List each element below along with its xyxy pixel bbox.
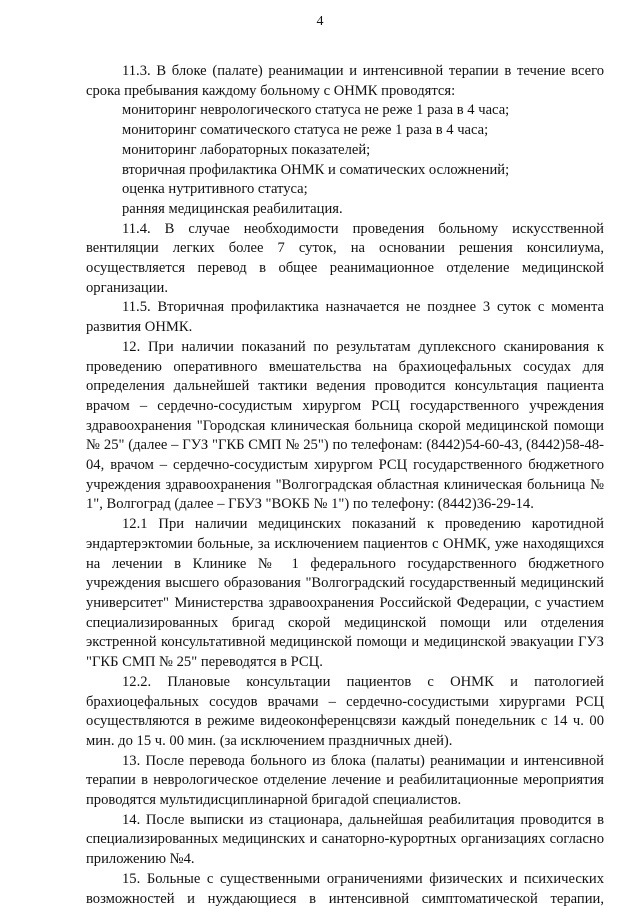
paragraph-12: 12. При наличии показаний по результатам дуплексного сканирования к проведению оперативного вмешательства на брахиоцефальных сосудах для определения дальнейшей тактики ведения проводится консультация пациента врачом – сердечно-сосудистым хирургом РСЦ государственного учреждения здравоохранения "Городская клиническая больница скорой медицинской помощи № 25" (далее – ГУЗ "ГКБ СМП № 25") по телефонам: (8442)54-60-43, (8442)58-48-04, врачом – сердечно-сосудистым хирургом РСЦ государственного бюджетного учреждения здравоохранения "Волгоградская областная клиническая больница № 1", Волгоград (далее – ГБУЗ "ВОКБ № 1") по телефону: (8442)36-29-14. bbox=[86, 338, 604, 513]
list-item-rehabilitation: ранняя медицинская реабилитация. bbox=[122, 200, 343, 217]
list-item-secondary-prevention: вторичная профилактика ОНМК и соматических осложнений; bbox=[122, 161, 510, 178]
list-item-lab-monitoring: мониторинг лабораторных показателей; bbox=[122, 141, 371, 158]
paragraph-14: 14. После выписки из стационара, дальнейшая реабилитация проводится в специализированных медицинских и санаторно-курортных организациях согласно приложению №4. bbox=[86, 811, 604, 868]
list-item-somatic-monitoring: мониторинг соматического статуса не реже 1 раза в 4 часа; bbox=[122, 122, 489, 139]
paragraph-13: 13. После перевода больного из блока (палаты) реанимации и интенсивной терапии в неврологическое отделение лечение и реабилитационные мероприятия проводятся мультидисциплинарной бригадой специалистов. bbox=[86, 752, 604, 809]
document-body bbox=[86, 62, 604, 909]
list-item-nutrition: оценка нутритивного статуса; bbox=[122, 181, 308, 198]
paragraph-11-4: 11.4. В случае необходимости проведения больному искусственной вентиляции легких более 7 суток, на основании решения консилиума, осуществляется перевод в общее реанимационное отделение медицинской организации. bbox=[86, 220, 604, 296]
paragraph-11-5: 11.5. Вторичная профилактика назначается не позднее 3 суток с момента развития ОНМК. bbox=[86, 299, 604, 336]
paragraph-15: 15. Больные с существенными ограничениями физических и психических возможностей и нуждающиеся в интенсивной симптоматической терапии, bbox=[86, 870, 604, 907]
paragraph-12-2: 12.2. Плановые консультации пациентов с ОНМК и патологией брахиоцефальных сосудов врачами – сердечно-сосудистыми хирургами РСЦ осуществляются в режиме видеоконференцсвязи каждый понедельник с 14 ч. 00 мин. до 15 ч. 00 мин. (за исключением праздничных дней). bbox=[86, 673, 604, 749]
list-item-neuro-monitoring: мониторинг неврологического статуса не реже 1 раза в 4 часа; bbox=[122, 102, 510, 119]
paragraph-11-3: 11.3. В блоке (палате) реанимации и интенсивной терапии в течение всего срока пребывания каждому больному с ОНМК проводятся: bbox=[86, 63, 604, 99]
paragraph-12-1: 12.1 При наличии медицинских показаний к проведению каротидной эндартерэктомии больные, за исключением пациентов с ОНМК, уже находящихся на лечении в Клинике № 1 федерального государственного бюджетного учреждения высшего образования "Волгоградский государственный медицинский университет" Министерства здравоохранения Российской Федерации, с участием специализированных бригад скорой медицинской помощи или отделения экстренной консультативной медицинской помощи и медицинской эвакуации ГУЗ "ГКБ СМП № 25" переводятся в РСЦ. bbox=[86, 516, 604, 671]
page-number: 4 bbox=[316, 14, 324, 29]
